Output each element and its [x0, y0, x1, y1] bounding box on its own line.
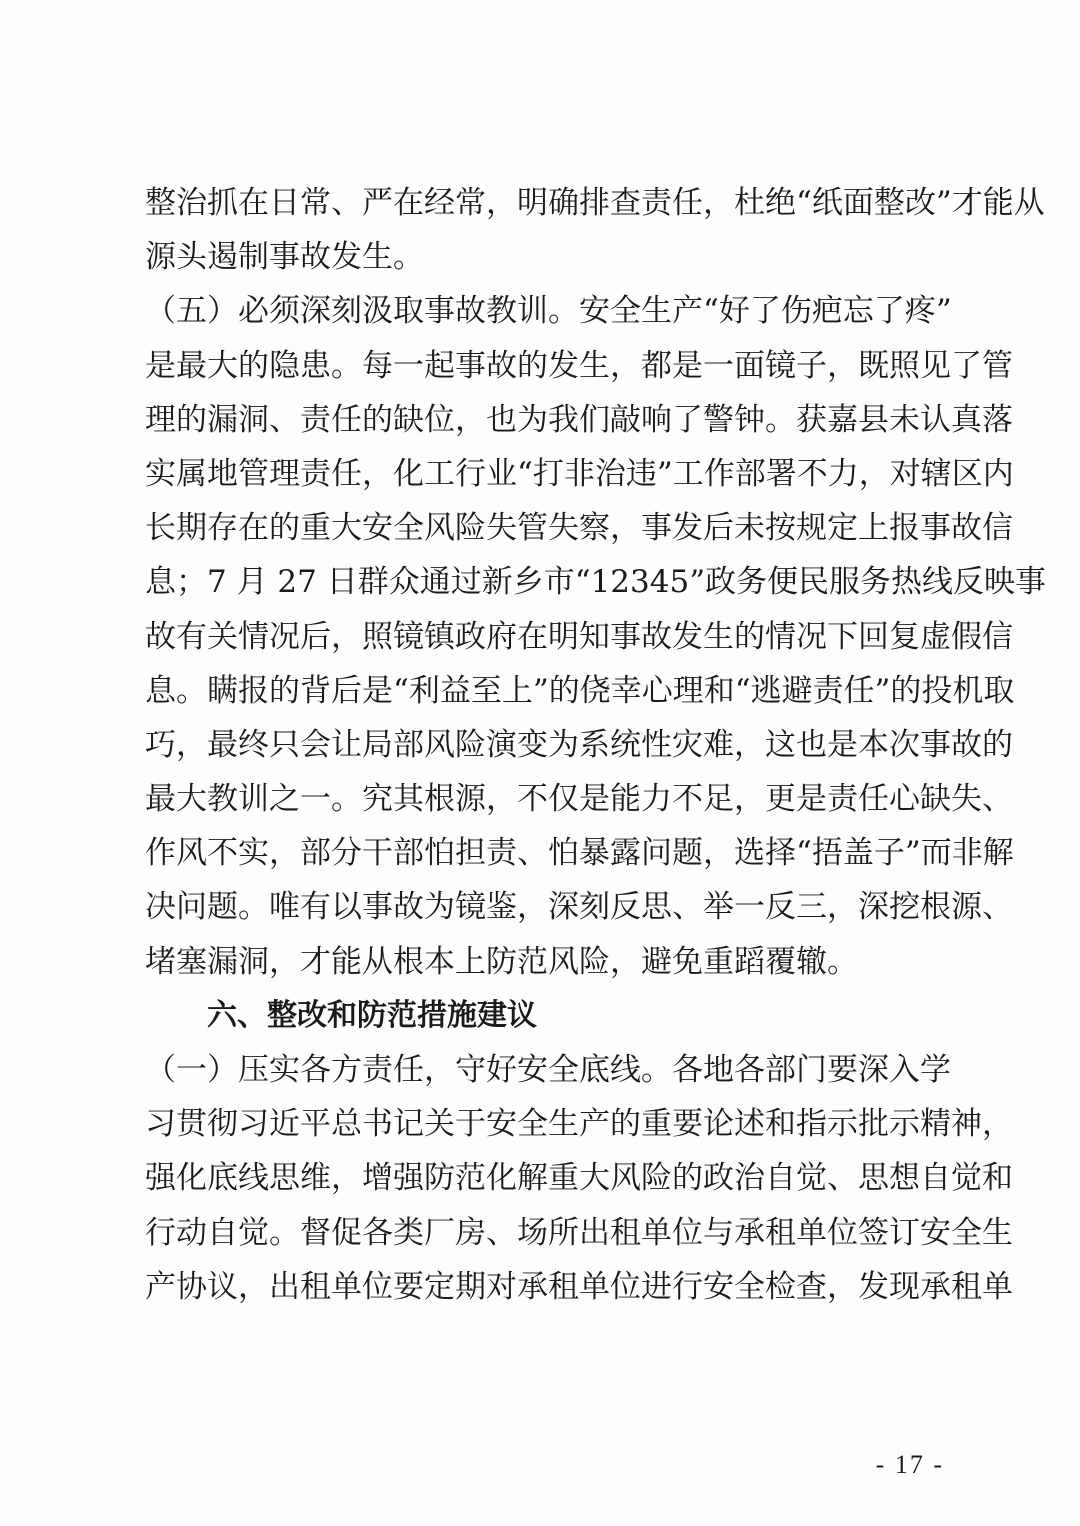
paragraph-line: 最大教训之一。究其根源，不仅是能力不足，更是责任心缺失、 — [145, 781, 1013, 818]
paragraph-line: 堵塞漏洞，才能从根本上防范风险，避免重蹈覆辙。 — [145, 943, 858, 980]
page-number: - 17 - — [875, 1450, 944, 1479]
paragraph-line: 是最大的隐患。每一起事故的发生，都是一面镜子，既照见了管 — [145, 347, 1013, 384]
paragraph-line: 习贯彻习近平总书记关于安全生产的重要论述和指示批示精神， — [145, 1106, 1013, 1143]
document-body — [145, 176, 1047, 1314]
paragraph-line: 理的漏洞、责任的缺位，也为我们敲响了警钟。获嘉县未认真落 — [145, 401, 1013, 438]
paragraph-line: 作风不实，部分干部怕担责、怕暴露问题，选择“捂盖子”而非解 — [145, 835, 1014, 872]
paragraph-line: 故有关情况后，照镜镇政府在明知事故发生的情况下回复虚假信 — [145, 618, 1013, 655]
paragraph-line: 长期存在的重大安全风险失管失察，事发后未按规定上报事故信 — [145, 510, 1013, 547]
paragraph-line: 强化底线思维，增强防范化解重大风险的政治自觉、思想自觉和 — [145, 1160, 1013, 1197]
paragraph-line: 整治抓在日常、严在经常，明确排查责任，杜绝“纸面整改”才能从 — [145, 185, 1045, 221]
paragraph-line: 实属地管理责任，化工行业“打非治违”工作部署不力，对辖区内 — [145, 455, 1014, 492]
paragraph-line: 息。瞒报的背后是“利益至上”的侥幸心理和“逃避责任”的投机取 — [145, 672, 1015, 709]
paragraph-line: 行动自觉。督促各类厂房、场所出租单位与承租单位签订安全生 — [145, 1214, 1013, 1251]
paragraph-line: 决问题。唯有以事故为镜鉴，深刻反思、举一反三，深挖根源、 — [145, 889, 1013, 926]
paragraph-line: （五）必须深刻汲取事故教训。安全生产“好了伤疤忘了疼” — [145, 293, 952, 330]
paragraph-line: 巧，最终只会让局部风险演变为系统性灾难，这也是本次事故的 — [145, 726, 1013, 763]
paragraph-line: 产协议，出租单位要定期对承租单位进行安全检查，发现承租单 — [145, 1268, 1013, 1305]
paragraph-line: 源头遏制事故发生。 — [145, 239, 424, 276]
paragraph-line: 息；7 月 27 日群众通过新乡市“12345”政务便民服务热线反映事 — [145, 564, 1047, 601]
section-heading: 六、整改和防范措施建议 — [207, 997, 537, 1033]
paragraph-line: （一）压实各方责任，守好安全底线。各地各部门要深入学 — [145, 1052, 951, 1088]
